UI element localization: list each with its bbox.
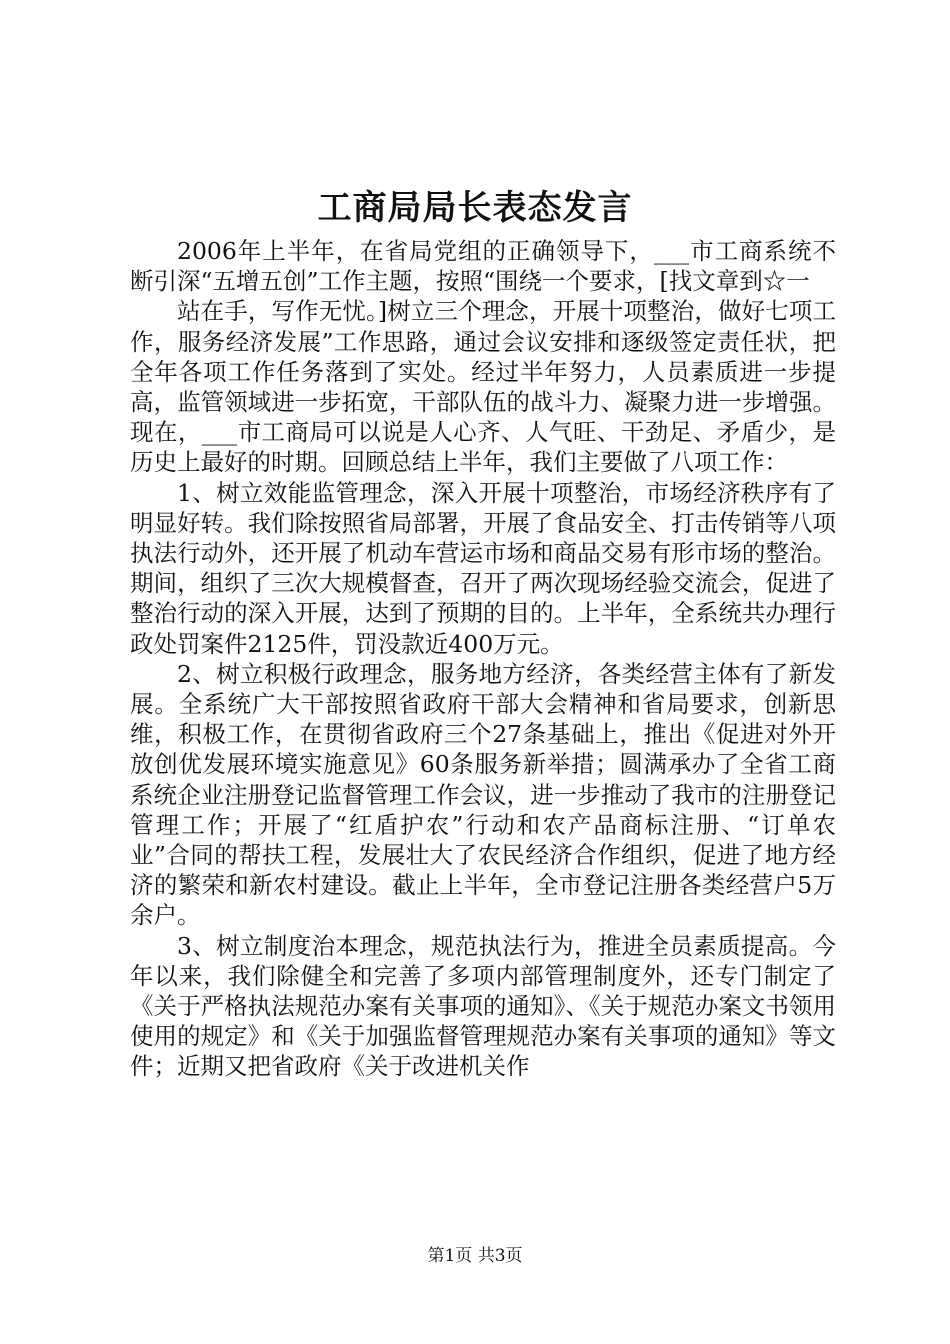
paragraph: 1、树立效能监管理念，深入开展十项整治，市场经济秩序有了明显好转。我们除按照省局部署，开展了食品安全、打击传销等八项执法行动外，还开展了机动车营运市场和商品交易有形市场的整治。期间，组织了三次大规模督查，召开了两次现场经验交流会，促进了整治行动的深入开展，达到了预期的目的。上半年，全系统共办理行政处罚案件2125件，罚没款近400万元。 xyxy=(130,478,836,658)
paragraph: 2006年上半年，在省局党组的正确领导下，___市工商系统不断引深“五增五创”工作主题，按照“围绕一个要求，[找文章到☆一 xyxy=(130,237,836,296)
document-title: 工商局局长表态发言 xyxy=(317,188,633,228)
document-body xyxy=(130,236,836,1082)
paragraph: 站在手，写作无忧。]树立三个理念，开展十项整治，做好七项工作，服务经济发展”工作思路，通过会议安排和逐级签定责任状，把全年各项工作任务落到了实处。经过半年努力，人员素质进一步提高，监管领域进一步拓宽，干部队伍的战斗力、凝聚力进一步增强。现在，___市工商局可以说是人心齐、人气旺、干劲足、矛盾少，是历史上最好的时期。回顾总结上半年，我们主要做了八项工作： xyxy=(130,297,836,477)
paragraph: 2、树立积极行政理念，服务地方经济，各类经营主体有了新发展。全系统广大干部按照省政府干部大会精神和省局要求，创新思维，积极工作，在贯彻省政府三个27条基础上，推出《促进对外开放创优发展环境实施意见》60条服务新举措；圆满承办了全省工商系统企业注册登记监督管理工作会议，进一步推动了我市的注册登记管理工作；开展了“红盾护农”行动和农产品商标注册、“订单农业”合同的帮扶工程，发展壮大了农民经济合作组织，促进了地方经济的繁荣和新农村建设。截止上半年，全市登记注册各类经营户5万余户。 xyxy=(130,659,836,930)
page-footer: 第1页 共3页 xyxy=(427,1246,523,1266)
paragraph: 3、树立制度治本理念，规范执法行为，推进全员素质提高。今年以来，我们除健全和完善了多项内部管理制度外，还专门制定了《关于严格执法规范办案有关事项的通知》、《关于规范办案文书领用使用的规定》和《关于加强监督管理规范办案有关事项的通知》等文件；近期又把省政府《关于改进机关作 xyxy=(130,931,836,1081)
